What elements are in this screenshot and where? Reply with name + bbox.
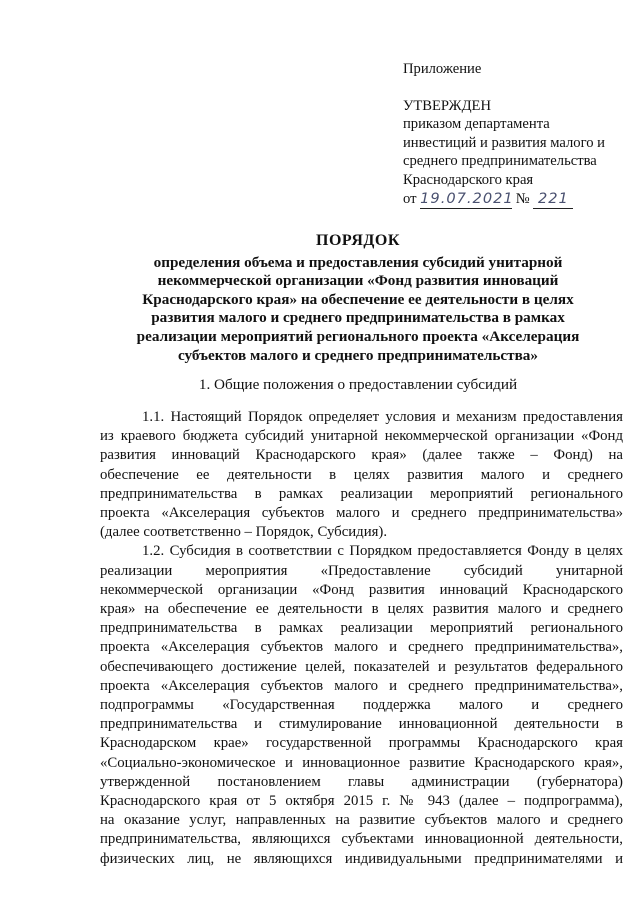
title-line: субъектов малого и среднего предпринимательства» xyxy=(178,346,538,364)
order-line: приказом департамента xyxy=(403,116,550,133)
order-line: инвестиций и развития малого и xyxy=(403,134,605,151)
from-label: от xyxy=(403,190,417,207)
body-text xyxy=(100,408,623,869)
text-line: предпринимательства в рамках реализации мероприятий регионального xyxy=(100,620,623,637)
order-date-field xyxy=(420,190,512,210)
text-line: реализации мероприятия «Предоставление субсидий унитарной xyxy=(100,562,623,579)
text-line: проекта «Акселерация субъектов малого и среднего предпринимательства», xyxy=(100,639,623,656)
text-line: 1.2. Субсидия в соответствии с Порядком предоставляется Фонду в целях xyxy=(142,543,623,560)
text-line: предпринимательства, являющихся субъектами инновационной деятельности, xyxy=(100,831,623,848)
paragraph-1-1 xyxy=(100,408,623,542)
text-line: Краснодарского края от 5 октября 2015 г. № 943 (далее – подпрограмма), xyxy=(100,793,623,810)
title-line: развития малого и среднего предпринимательства в рамках xyxy=(151,309,565,327)
section-heading: 1. Общие положения о предоставлении субсидий xyxy=(198,376,518,393)
title-main: ПОРЯДОК xyxy=(316,232,400,249)
title-line: определения объема и предоставления субсидий унитарной xyxy=(153,253,563,271)
title-line: Краснодарского края» на обеспечение ее деятельности в целях xyxy=(142,290,574,308)
text-line: физических лиц, не являющихся индивидуальными предпринимателями и xyxy=(100,850,623,867)
text-line: на оказание услуг, направленных на развитие субъектов малого и среднего xyxy=(100,812,623,829)
text-line: подпрограммы «Государственная поддержка малого и среднего xyxy=(100,697,623,714)
approval-stamp xyxy=(403,60,628,209)
text-line: (далее соответственно – Порядок, Субсидия). xyxy=(100,524,388,541)
text-line: обеспечение ее деятельности в целях развития малого и среднего xyxy=(100,466,623,483)
text-line: проекта «Акселерация субъектов малого и среднего предпринимательства», xyxy=(100,677,623,694)
paragraph-1-2 xyxy=(100,542,623,868)
order-line: среднего предпринимательства xyxy=(403,153,597,170)
order-date-number-row xyxy=(403,190,628,210)
text-line: 1.1. Настоящий Порядок определяет условия и механизм предоставления xyxy=(142,409,623,425)
document-title xyxy=(128,232,588,365)
handwritten-date: 19.07.2021 xyxy=(420,189,514,207)
order-number-field xyxy=(533,190,573,210)
title-line: реализации мероприятий регионального проекта «Акселерация xyxy=(136,327,580,345)
text-line: из краевого бюджета субсидий унитарной некоммерческой организации «Фонд xyxy=(100,428,623,445)
text-line: края» на обеспечение ее деятельности в целях развития малого и среднего xyxy=(100,601,623,618)
text-line: обеспечивающего достижение целей, показателей и результатов федерального xyxy=(100,658,623,675)
text-line: утвержденной постановлением главы администрации (губернатора) xyxy=(100,773,623,790)
handwritten-number: 221 xyxy=(537,189,569,207)
order-line: Краснодарского края xyxy=(403,171,534,188)
title-line: некоммерческой организации «Фонд развития инноваций xyxy=(157,272,559,290)
text-line: предпринимательства и стимулирование инновационной деятельности в xyxy=(100,716,623,733)
appendix-label: Приложение xyxy=(403,61,482,77)
approved-label: УТВЕРЖДЕН xyxy=(403,97,491,114)
text-line: развития инноваций Краснодарского края» (далее также – Фонд) на xyxy=(100,447,623,464)
text-line: предпринимательства в рамках реализации мероприятий регионального xyxy=(100,485,623,502)
text-line: «Социально-экономическое и инновационное развитие Краснодарского края», xyxy=(100,754,623,771)
text-line: некоммерческой организации «Фонд развития инноваций Краснодарского xyxy=(100,581,623,598)
number-label: № xyxy=(515,190,530,207)
text-line: Краснодарском крае» государственной программы Краснодарского края xyxy=(100,735,623,752)
text-line: проекта «Акселерация субъектов малого и среднего предпринимательства» xyxy=(100,505,623,522)
